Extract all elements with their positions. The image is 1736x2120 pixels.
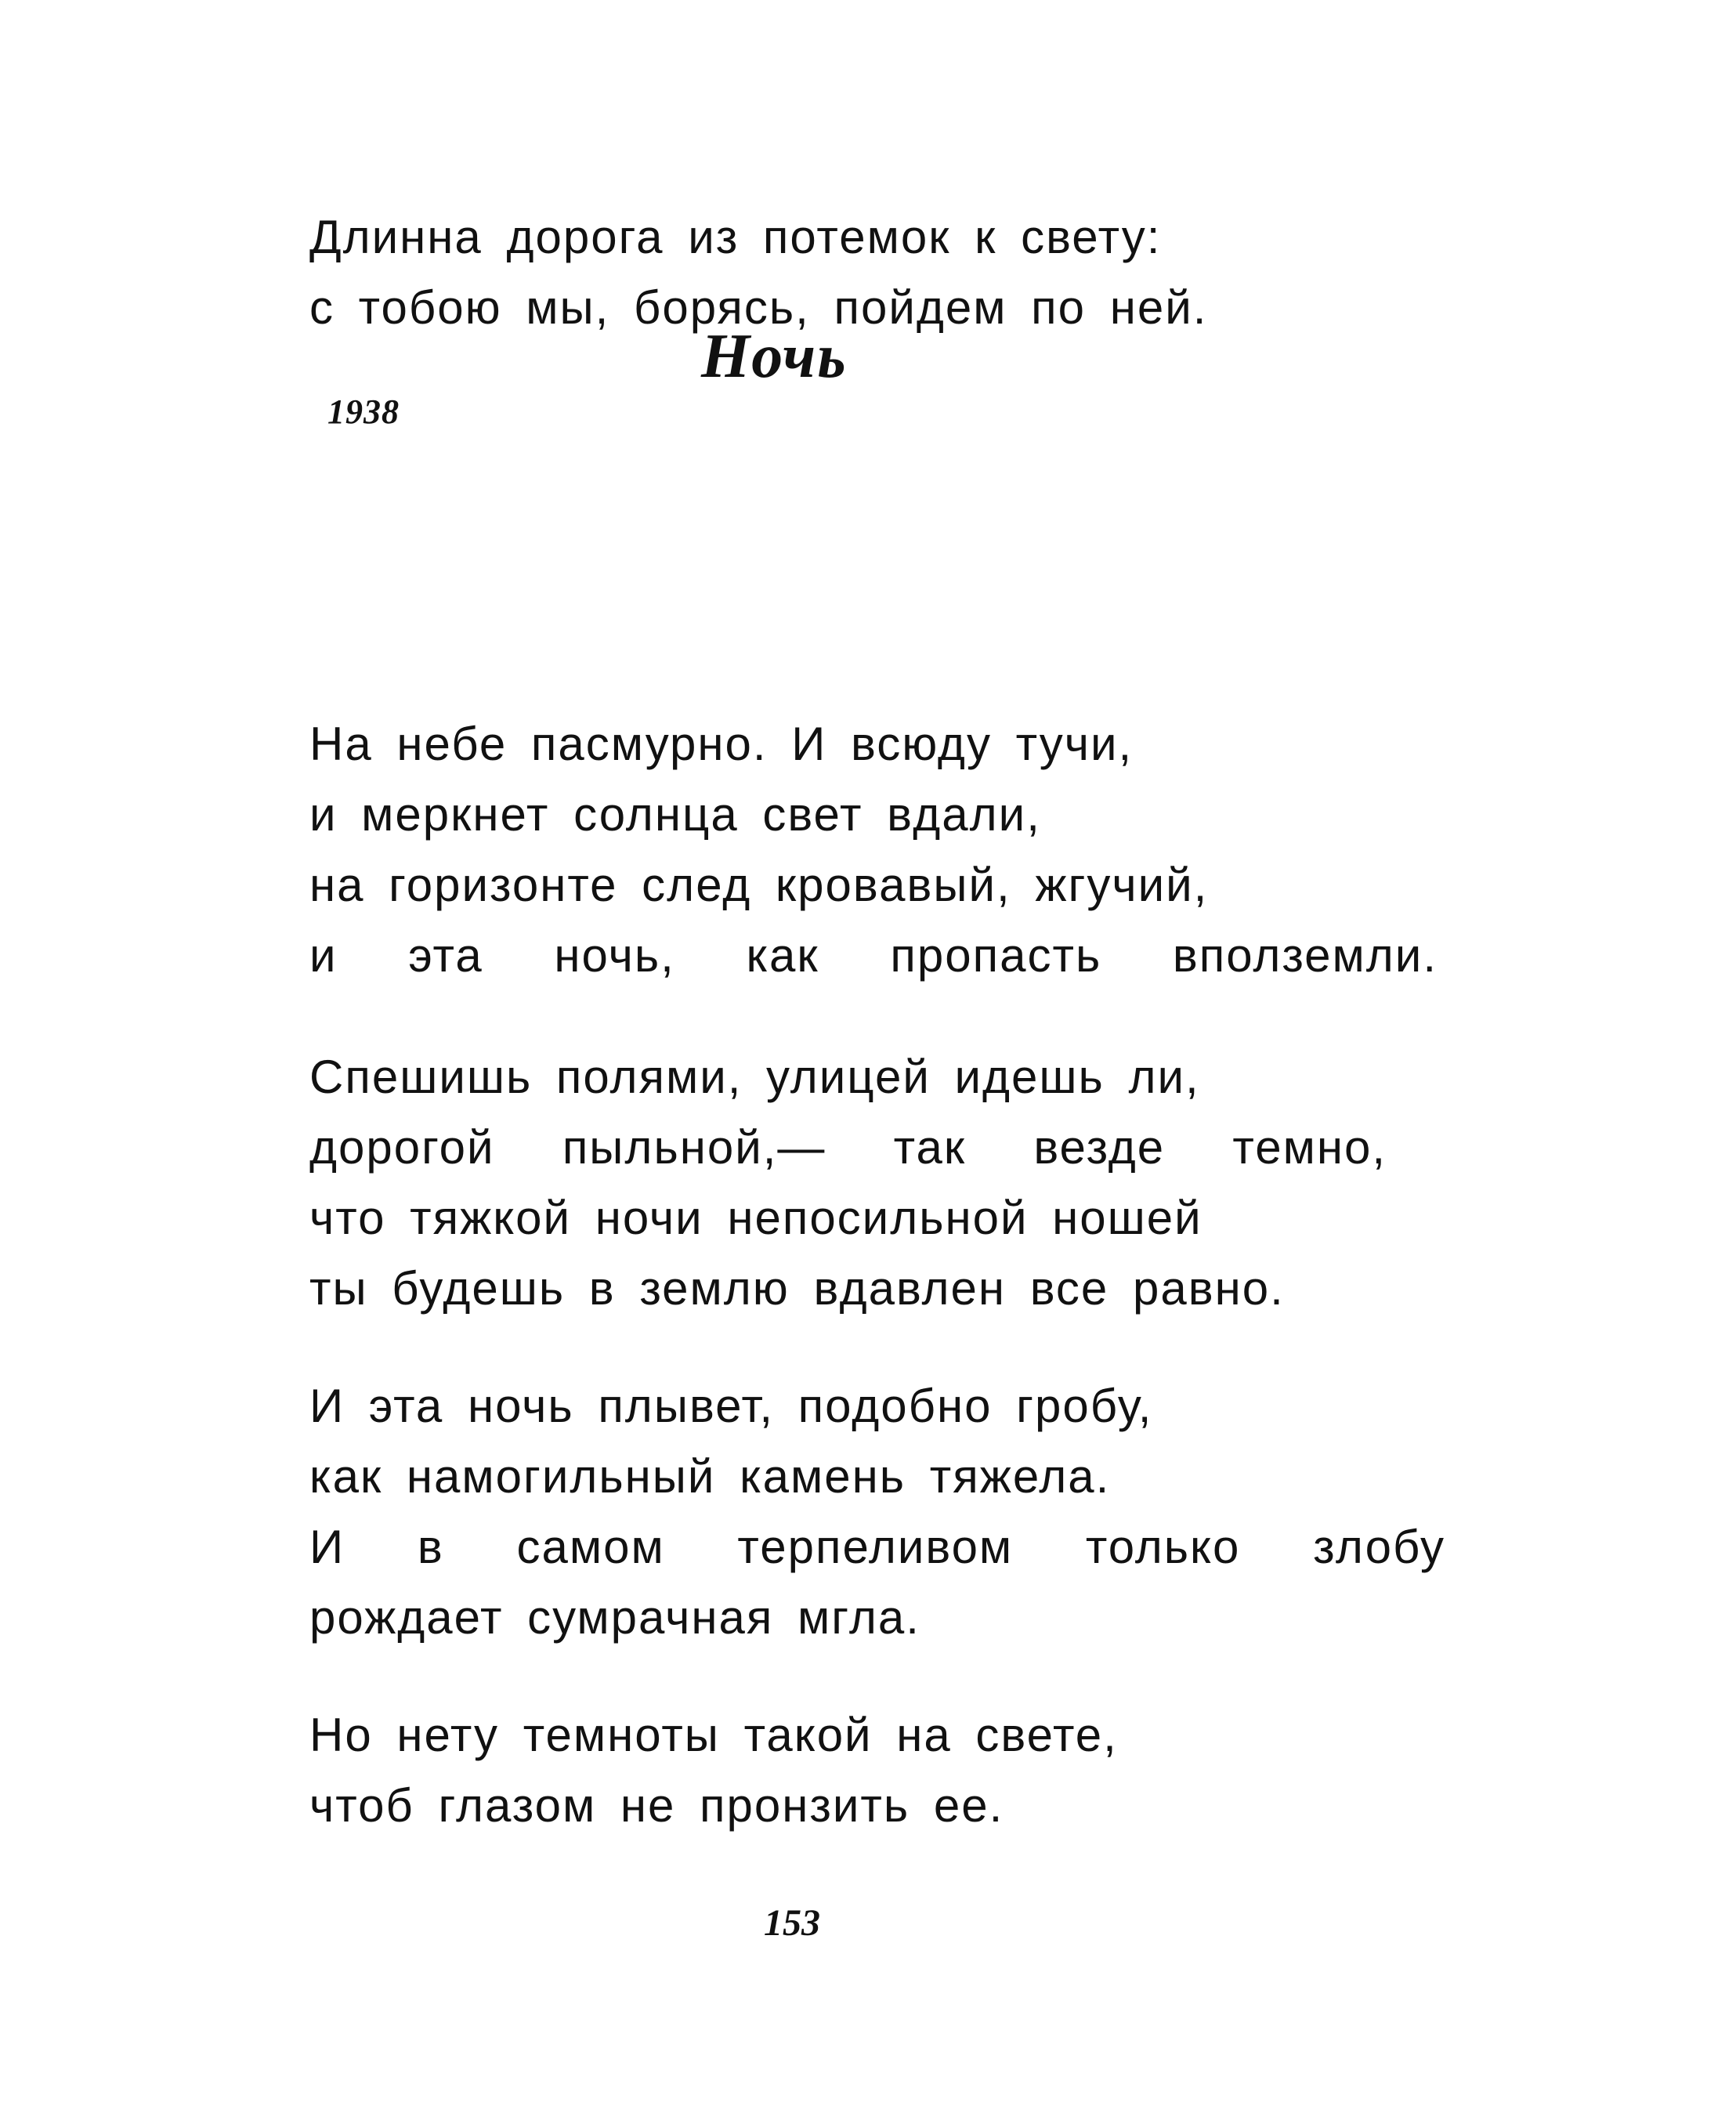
- poem-line: чтоб глазом не пронзить ее.: [309, 1779, 1004, 1832]
- poem-line: Но нету темноты такой на свете,: [309, 1709, 1118, 1761]
- poem-line: и эта ночь, как пропасть вполземли.: [309, 929, 1438, 982]
- poem-line: как намогильный камень тяжела.: [309, 1450, 1111, 1503]
- poem-line: Спешишь полями, улицей идешь ли,: [309, 1051, 1200, 1103]
- poem-line: дорогой пыльной,— так везде темно,: [309, 1121, 1387, 1174]
- poem-title: Ночь: [701, 322, 848, 391]
- poem-line: что тяжкой ночи непосильной ношей: [309, 1192, 1203, 1244]
- poem-line: И эта ночь плывет, подобно гробу,: [309, 1380, 1153, 1432]
- poem-year: 1938: [327, 393, 400, 431]
- stanza-3: [309, 1371, 1445, 1653]
- poem-line: И в самом терпеливом только злобу: [309, 1521, 1445, 1573]
- poem-line: и меркнет солнца свет вдали,: [309, 788, 1041, 841]
- poem-line: рождает сумрачная мгла.: [309, 1591, 920, 1644]
- poem-line: на горизонте след кровавый, жгучий,: [309, 859, 1209, 911]
- page-number: 153: [764, 1902, 820, 1944]
- poem-line: На небе пасмурно. И всюду тучи,: [309, 718, 1134, 770]
- stanza-4: [309, 1700, 1118, 1841]
- poem-line: ты будешь в землю вдавлен все равно.: [309, 1262, 1285, 1315]
- stanza-2: [309, 1042, 1387, 1324]
- poem-line: с тобою мы, борясь, пойдем по ней.: [309, 281, 1208, 334]
- stanza-1: [309, 709, 1438, 991]
- poem-line: Длинна дорога из потемок к свету:: [309, 211, 1162, 263]
